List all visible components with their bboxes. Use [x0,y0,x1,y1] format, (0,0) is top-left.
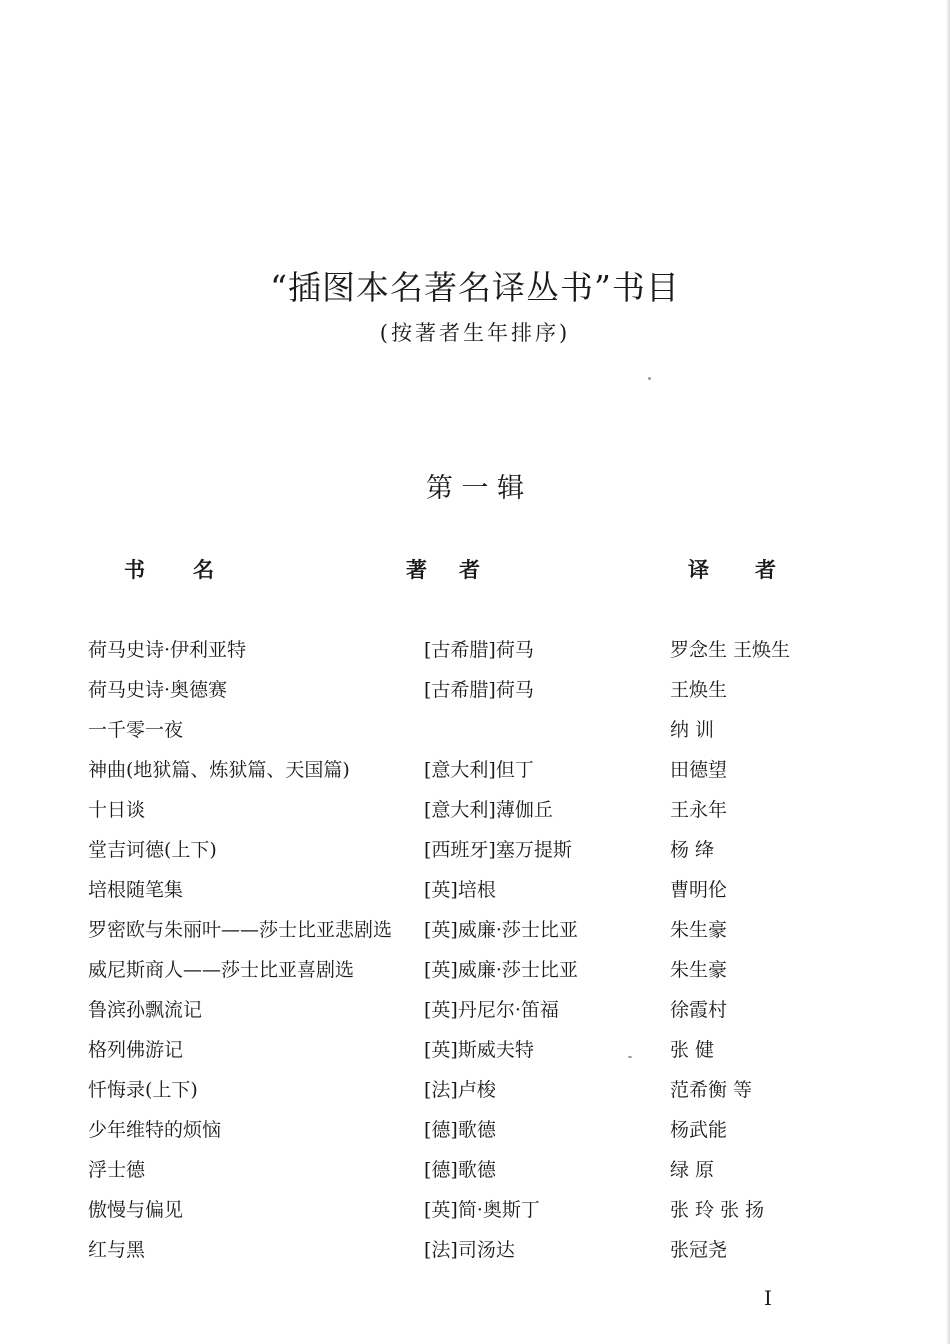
list-item [0,1150,950,1190]
list-item [0,750,950,790]
book-author: [德]歌德 [424,1119,496,1141]
book-title: 培根随笔集 [88,879,184,901]
book-translator: 张冠尧 [670,1239,728,1261]
header-author [406,554,480,586]
list-item [0,990,950,1030]
header-author-char-2: 者 [459,557,480,582]
book-author: [法]卢梭 [424,1079,496,1101]
book-title: 红与黑 [88,1239,146,1261]
book-translator: 纳 训 [670,719,715,741]
book-title: 鲁滨孙飘流记 [88,999,203,1021]
scan-edge [946,0,950,1344]
list-item [0,710,950,750]
book-author: [英]丹尼尔·笛福 [424,999,559,1021]
list-item [0,1030,950,1070]
book-author: [古希腊]荷马 [424,639,534,661]
book-author: [英]威廉·莎士比亚 [424,919,578,941]
book-author: [英]威廉·莎士比亚 [424,959,578,981]
book-translator: 杨武能 [670,1119,728,1141]
header-book-char-1: 书 [124,557,145,582]
book-translator: 范希衡 等 [670,1079,753,1101]
header-translator-char-1: 译 [688,557,709,582]
book-title: 堂吉诃德(上下) [88,839,217,861]
book-author: [古希腊]荷马 [424,679,534,701]
scan-speck [648,377,651,380]
book-translator: 绿 原 [670,1159,715,1181]
book-title: 忏悔录(上下) [88,1079,198,1101]
book-title: 一千零一夜 [88,719,184,741]
book-list [0,630,950,1270]
book-title: 浮士德 [88,1159,146,1181]
list-item [0,1190,950,1230]
header-book-title [124,554,214,586]
book-author: [英]培根 [424,879,496,901]
header-book-char-2: 名 [193,557,214,582]
book-author: [英]简·奥斯丁 [424,1199,540,1221]
list-item [0,870,950,910]
book-translator: 王焕生 [670,679,728,701]
list-item [0,1110,950,1150]
header-translator-char-2: 者 [755,557,776,582]
book-author: [德]歌德 [424,1159,496,1181]
book-author: [英]斯威夫特 [424,1039,534,1061]
book-translator: 张 健 [670,1039,715,1061]
list-item [0,910,950,950]
book-author: [西班牙]塞万提斯 [424,839,572,861]
book-title: 威尼斯商人——莎士比亚喜剧选 [88,959,355,981]
list-item [0,670,950,710]
list-item [0,830,950,870]
book-title: 格列佛游记 [88,1039,184,1061]
book-translator: 曹明伦 [670,879,728,901]
book-translator: 朱生豪 [670,959,728,981]
list-item [0,950,950,990]
list-item [0,790,950,830]
book-title: 傲慢与偏见 [88,1199,184,1221]
book-title: 荷马史诗·伊利亚特 [88,639,247,661]
page-number: I [764,1286,772,1310]
header-translator [688,554,776,586]
book-title: 荷马史诗·奥德赛 [88,679,228,701]
book-title: 少年维特的烦恼 [88,1119,222,1141]
book-author: [法]司汤达 [424,1239,515,1261]
book-translator: 徐霞村 [670,999,728,1021]
book-translator: 王永年 [670,799,728,821]
page-title: “插图本名著名译丛书”书目 [270,268,680,307]
book-translator: 朱生豪 [670,919,728,941]
header-author-char-1: 著 [406,557,427,582]
book-title: 十日谈 [88,799,146,821]
book-title: 神曲(地狱篇、炼狱篇、天国篇) [88,759,350,781]
section-heading: 第 一 辑 [425,473,525,504]
book-author: [意大利]但丁 [424,759,534,781]
book-translator: 杨 绛 [670,839,715,861]
list-item [0,1230,950,1270]
book-title: 罗密欧与朱丽叶——莎士比亚悲剧选 [88,919,393,941]
book-translator: 张 玲 张 扬 [670,1199,765,1221]
book-translator: 罗念生 王焕生 [670,639,791,661]
scan-speck [628,1056,632,1058]
page-subtitle: (按著者生年排序) [379,321,571,345]
book-author: [意大利]薄伽丘 [424,799,553,821]
list-item [0,630,950,670]
book-translator: 田德望 [670,759,728,781]
list-item [0,1070,950,1110]
column-headers [0,554,950,586]
